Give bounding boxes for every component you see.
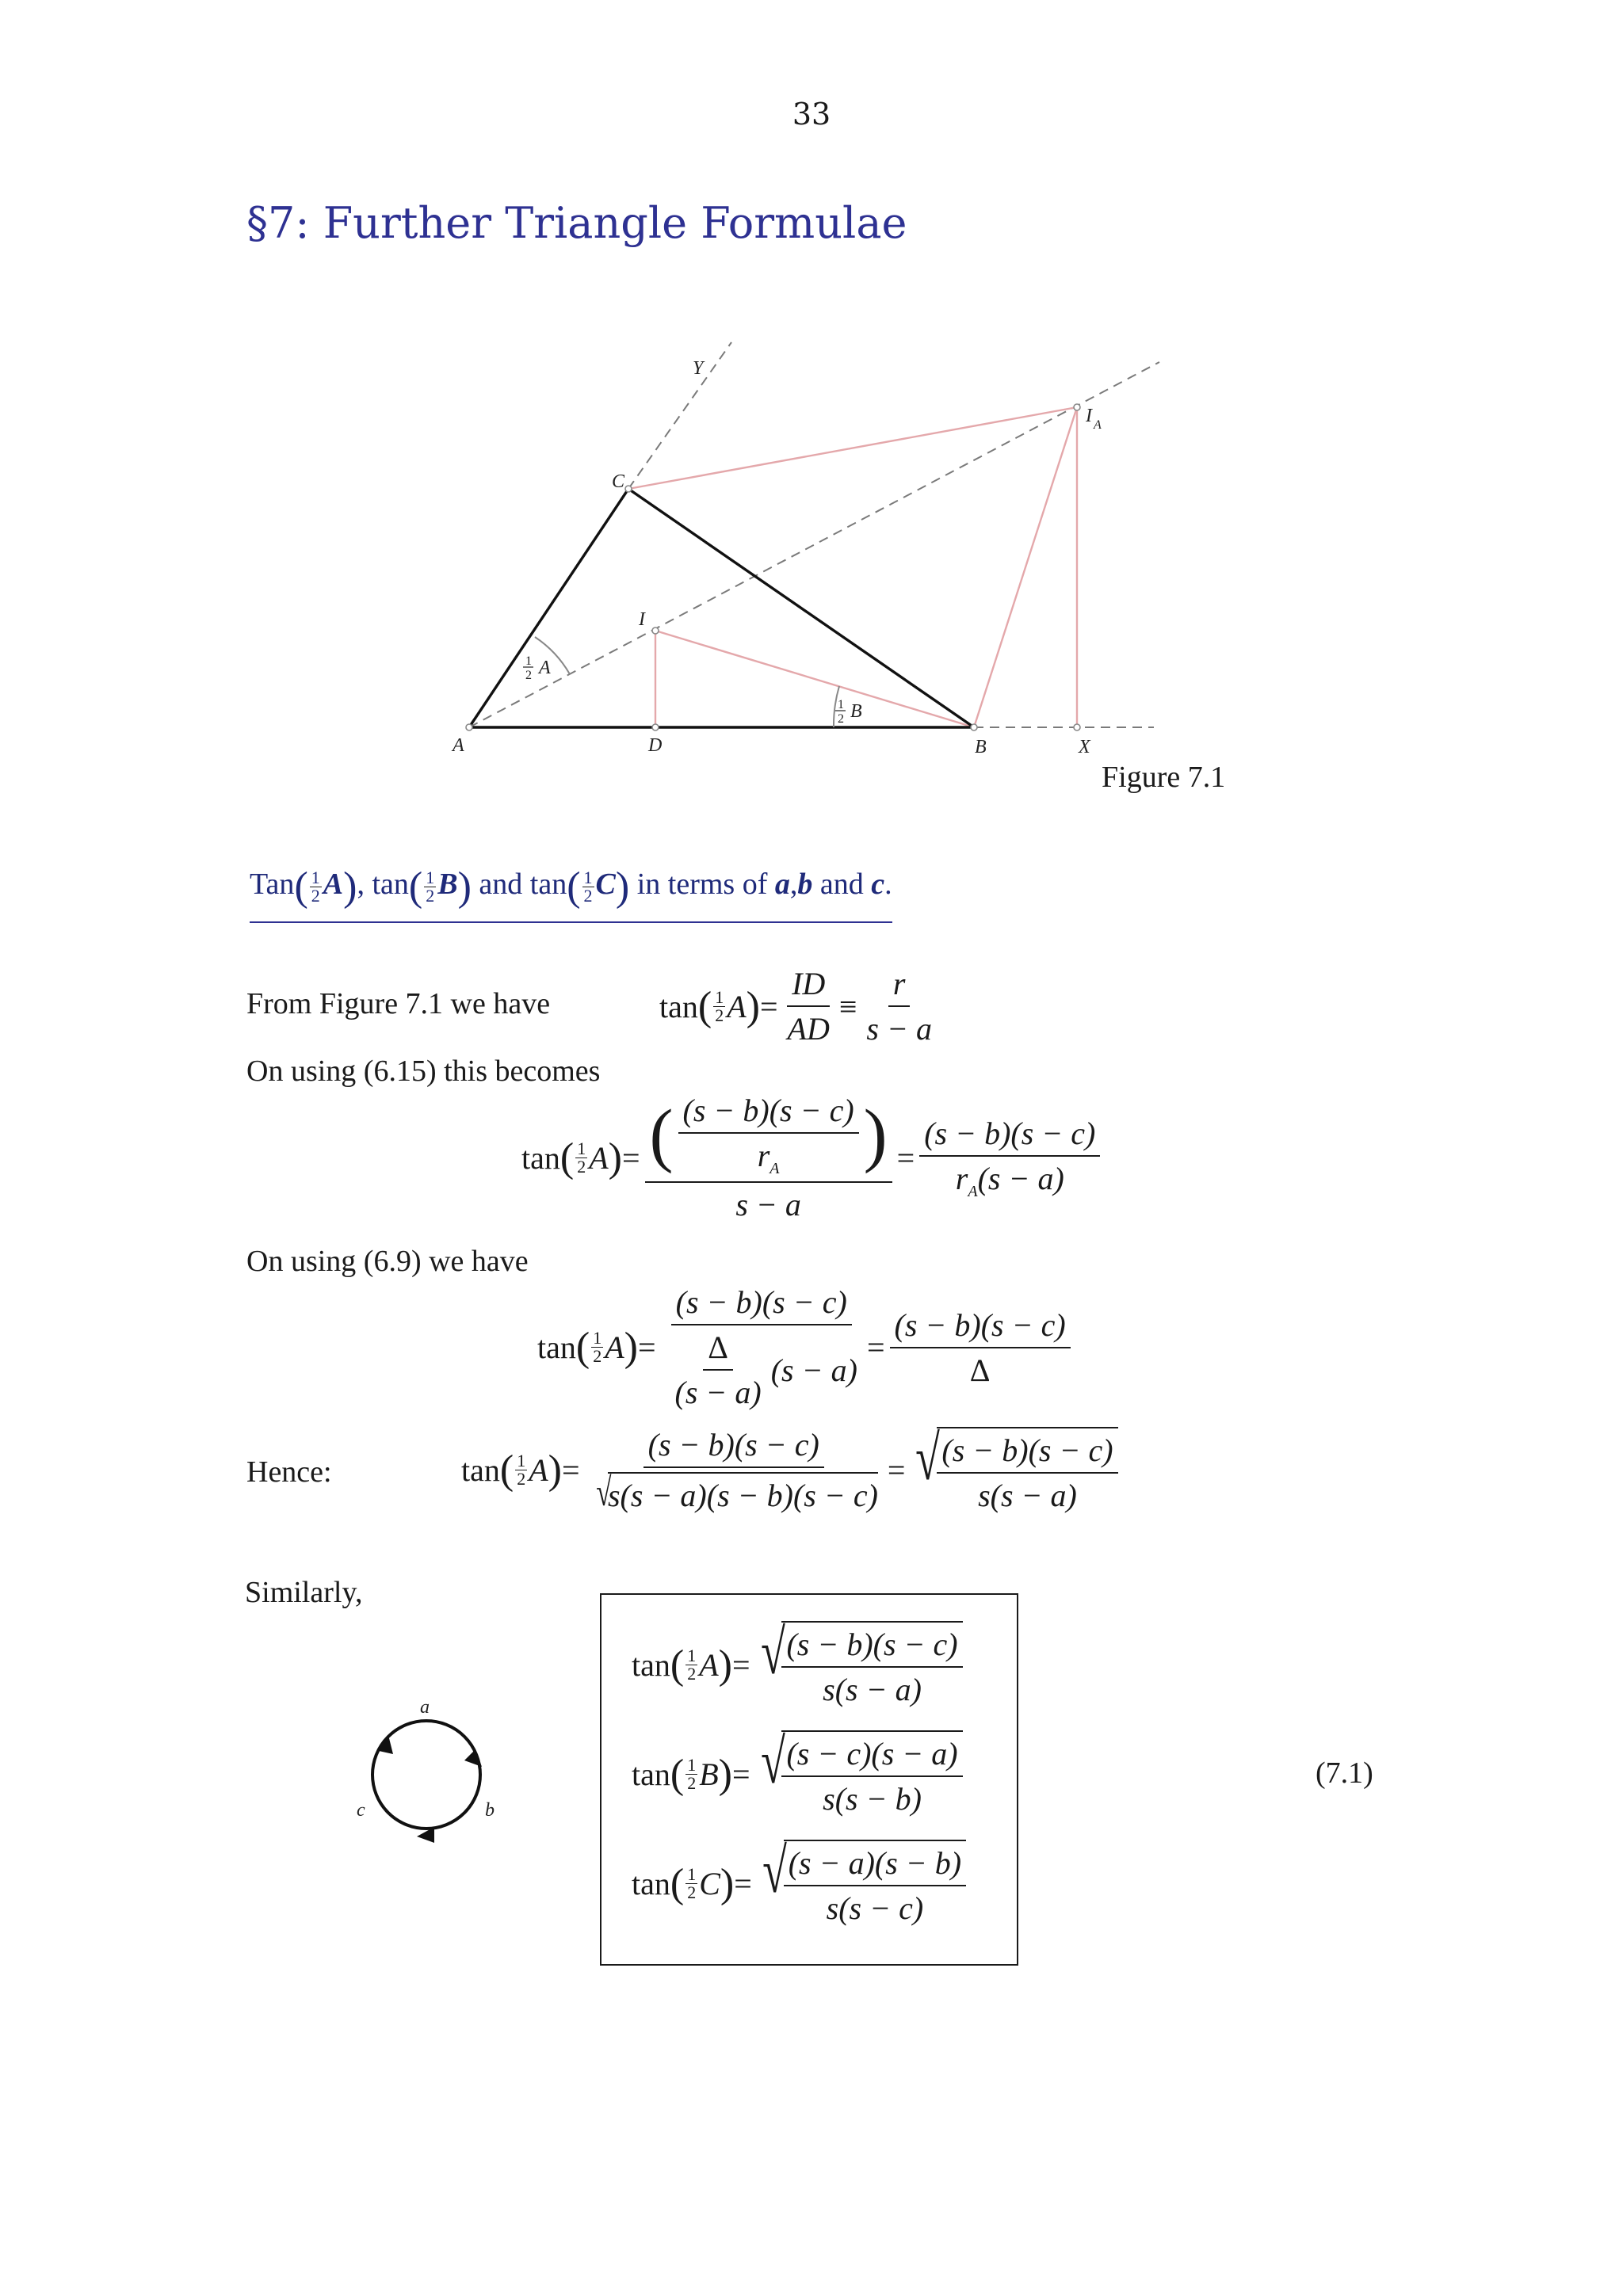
half-a-den: 2 (525, 669, 532, 682)
equation-number: (7.1) (1316, 1756, 1373, 1790)
page-number: 33 (792, 97, 831, 132)
label-d: D (648, 735, 663, 756)
text-hence: Hence: (246, 1455, 332, 1489)
figure-7-1 (0, 0, 1623, 840)
side-ac (469, 489, 628, 727)
label-c: C (612, 471, 625, 492)
half-b-den: 2 (838, 712, 844, 726)
label-ia-sub: A (1094, 418, 1102, 432)
subheading: Tan( $\frac{1}{2}$ A), tan( $\frac{1}{2}$ B) and tan( $\frac{1}{2}$ C) in terms of a,b and c. (250, 864, 892, 923)
label-x: X (1079, 737, 1090, 757)
section-title: §7: Further Triangle Formulae (246, 198, 907, 248)
side-cb (628, 489, 974, 727)
boxed-eq-a: tan ( 1 2 A ) = √ $\frac{(s - b)(s - c)}{s(s - a)}$ (632, 1621, 963, 1708)
half-b-num: 1 (838, 698, 844, 711)
label-b: B (975, 737, 987, 757)
figure-caption: Figure 7.1 (1102, 761, 1226, 794)
label-y: Y (693, 358, 704, 379)
subheading-tan: Tan (250, 868, 295, 902)
cycle-label-c: c (357, 1800, 365, 1821)
text-using-6-9: On using (6.9) we have (246, 1245, 529, 1278)
label-half-b-var: B (850, 701, 862, 722)
boxed-eq-c: tan ( 1 2 C ) = √ $\frac{(s - a)(s - b)}{s(s - c)}$ (632, 1840, 966, 1927)
half-a-num: 1 (525, 654, 532, 668)
label-i: I (639, 609, 645, 630)
cycle-diagram (341, 1688, 515, 1854)
line-c-ia (628, 407, 1077, 489)
line-ci-extension (628, 342, 731, 489)
text-similarly: Similarly, (245, 1576, 363, 1609)
cycle-label-b: b (485, 1800, 495, 1821)
equation-4: tan ( 1 2 A ) = (s − b)(s − c) √ s(s − a)(s − b)(s − c) = √ $\frac{(s - b)(s - c)}{s(s - a)}$ (461, 1426, 1118, 1514)
equation-2: tan ( 1 2 A ) = ( $\frac{(s - b)(s - c)}{r_A}$ ) s − a = $\frac{(s - b)(s - c)}{r_A(s - a)}$ (521, 1092, 1105, 1223)
line-i-b (655, 631, 974, 727)
label-ia: I (1086, 406, 1092, 426)
text-from-figure: From Figure 7.1 we have (246, 987, 551, 1020)
text-using-6-15: On using (6.15) this becomes (246, 1055, 601, 1088)
angle-bisector-a (469, 362, 1159, 727)
label-a: A (453, 735, 464, 756)
cycle-label-a: a (420, 1697, 430, 1718)
equation-1: tan ( 1 2 A ) = $\frac{ID}{AD}$ ≡ $\frac{r}{s - a}$ (659, 966, 932, 1047)
line-b-ia (974, 407, 1077, 727)
label-half-a-var: A (539, 658, 551, 678)
equation-3: tan ( 1 2 A ) = (s − b)(s − c) $\frac{\Delta}{(s - a)}$ (s − a) = $\frac{(s - b)(s - c)}{\Delta}$ (537, 1283, 1075, 1411)
boxed-eq-b: tan ( 1 2 B ) = √ $\frac{(s - c)(s - a)}{s(s - b)}$ (632, 1730, 963, 1817)
